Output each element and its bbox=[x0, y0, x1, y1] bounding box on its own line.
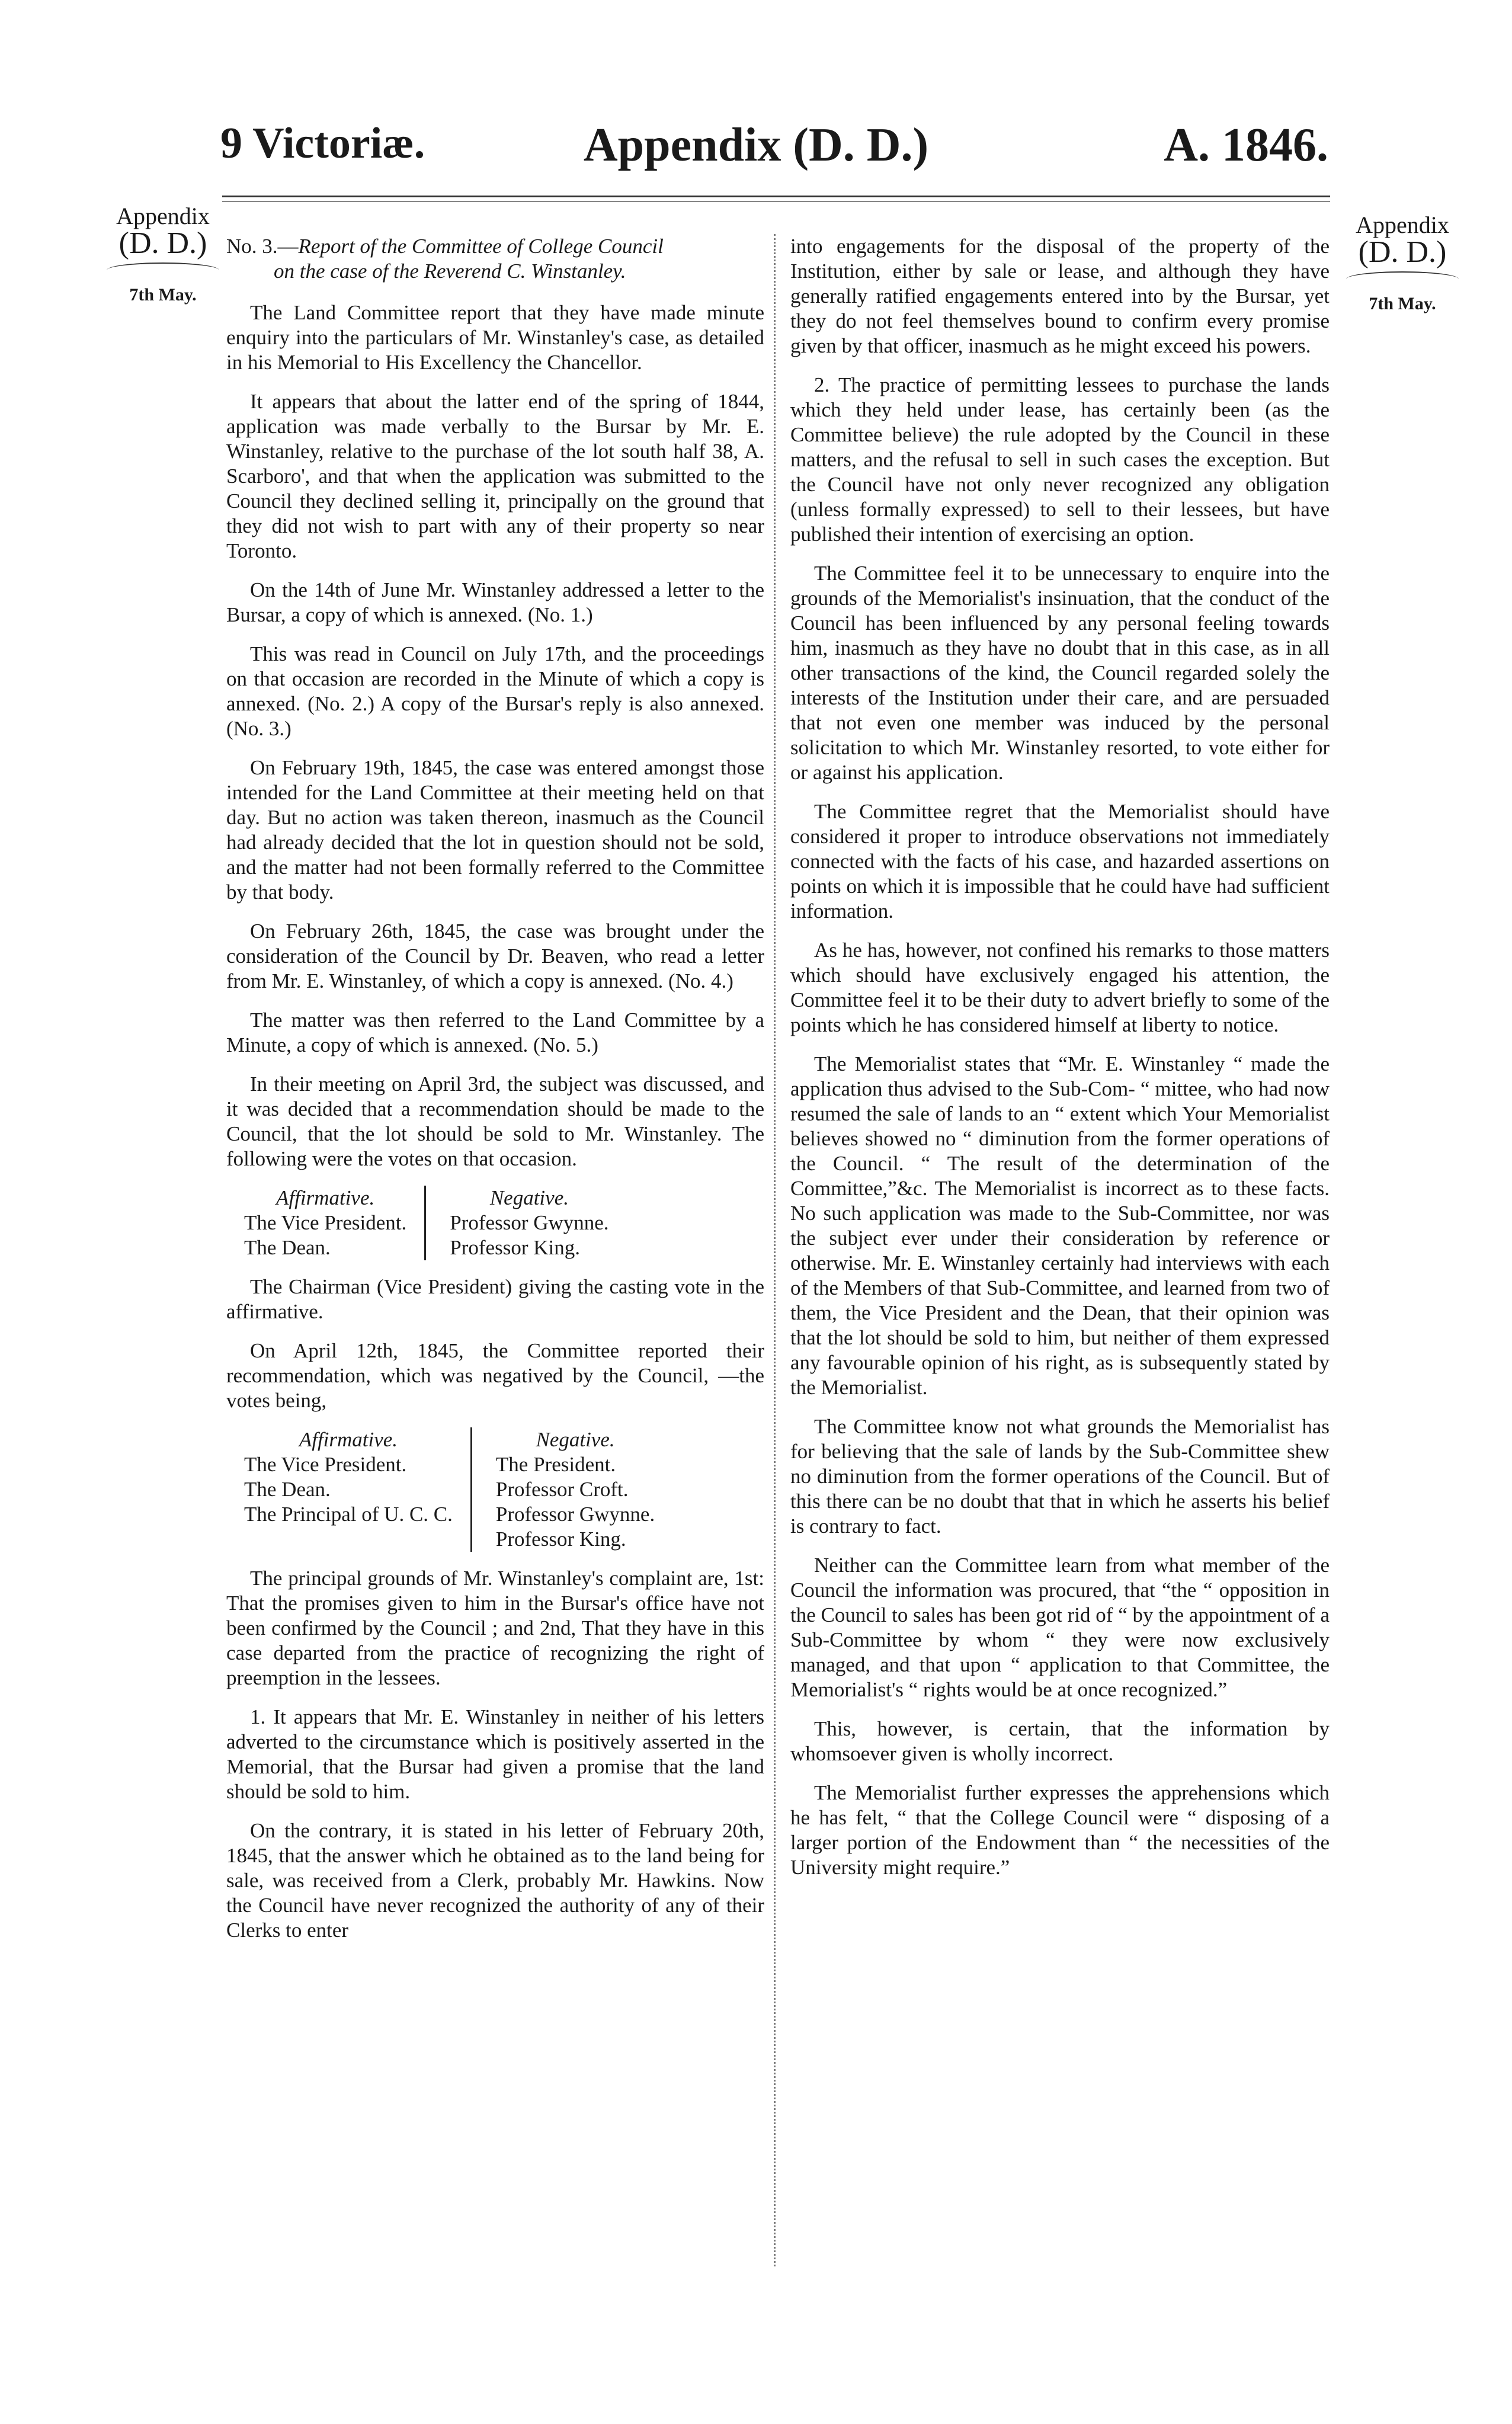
paragraph: This, however, is certain, that the information by whomsoever given is wholly incorrect. bbox=[790, 1717, 1330, 1765]
vote-entry: The Principal of U. C. C. bbox=[244, 1503, 453, 1526]
paragraph: On the 14th of June Mr. Winstanley addressed a letter to the Bursar, a copy of which is annexed. (No. 1.) bbox=[226, 578, 764, 626]
paragraph: The Memorialist further expresses the apprehensions which he has felt, “ that the College Council were “ disposing of a larger portion of the Endowment than “ the necessities of the University might require.” bbox=[790, 1781, 1330, 1879]
session-label: 9 Victoriæ. bbox=[220, 119, 425, 168]
paragraph: On February 26th, 1845, the case was brought under the consideration of the Council by Dr. Beaven, who read a letter from Mr. E. Winstanley, of which a copy is annexed. (No. 4.) bbox=[226, 920, 764, 992]
affirmative-heading: Affirmative. bbox=[299, 1428, 398, 1451]
paragraph: As he has, however, not confined his remarks to those matters which should have exclusively engaged his attention, the Committee feel it to be their duty to advert briefly to some of the points which he has considered himself at liberty to notice. bbox=[790, 939, 1330, 1036]
vote-entry: The Dean. bbox=[244, 1478, 331, 1501]
paragraph: into engagements for the disposal of the property of the Institution, either by sale or lease, and although they have generally ratified engagements entered into by the Bursar, yet they do not feel themselves bound to confirm every promise given by that officer, inasmuch as he might exceed his powers. bbox=[790, 235, 1330, 357]
negative-column bbox=[470, 1427, 672, 1552]
paragraph: 2. The practice of permitting lessees to purchase the lands which they held under lease, has certainly been (as the Committee believe) the rule adopted by the Council in these matters, and the refusal to sell in such cases the exception. But the Council have not only never recognized any obligation (unless formally expressed) to sell to their lessees, but have published their intention of exercising an option. bbox=[790, 373, 1330, 546]
brace-icon bbox=[107, 262, 219, 278]
vote-entry: Professor King. bbox=[495, 1528, 626, 1551]
paragraph: In their meeting on April 3rd, the subject was discussed, and it was decided that a recommendation should be made to the Council, that the lot should be sold to Mr. Winstanley. The following were the votes on that occasion. bbox=[226, 1072, 764, 1170]
paragraph: The principal grounds of Mr. Winstanley's complaint are, 1st: That the promises given to him in the Bursar's office have not been confirmed by the Council ; and 2nd, That they have in this case departed from the practice of recognizing the right of preemption in the lessees. bbox=[226, 1567, 764, 1689]
margin-note-left bbox=[101, 204, 225, 304]
right-column bbox=[790, 234, 1330, 1894]
margin-dd-label: (D. D.) bbox=[1358, 235, 1447, 269]
affirmative-column bbox=[244, 1186, 424, 1260]
paragraph: The Committee know not what grounds the Memorialist has for believing that the sale of lands by the Sub-Committee shew no diminution from the former operations of the Council. But of this there can be no doubt that that in which he asserts his belief is contrary to fact. bbox=[790, 1415, 1330, 1538]
report-number: No. 3.— bbox=[226, 235, 299, 258]
year-label: A. 1846. bbox=[1164, 119, 1328, 171]
negative-column bbox=[424, 1186, 626, 1260]
paragraph: On April 12th, 1845, the Committee reported their recommendation, which was negatived by the Council, —the votes being, bbox=[226, 1339, 764, 1412]
vote-entry: The Vice President. bbox=[244, 1453, 407, 1476]
vote-entry: The President. bbox=[495, 1453, 616, 1476]
report-title-line1: Report of the Committee of College Council bbox=[298, 235, 664, 258]
paragraph: This was read in Council on July 17th, and the proceedings on that occasion are recorded in the Minute of which a copy is annexed. (No. 2.) A copy of the Bursar's reply is also annexed. (No. 3.) bbox=[226, 642, 764, 740]
column-divider bbox=[774, 234, 776, 2266]
report-title-line2: on the case of the Reverend C. Winstanley. bbox=[274, 260, 626, 283]
negative-heading: Negative. bbox=[489, 1186, 569, 1209]
paragraph: 1. It appears that Mr. E. Winstanley in neither of his letters adverted to the circumstance which is positively asserted in the Memorial, that the Bursar had given a promise that the land should be sold to him. bbox=[226, 1705, 764, 1803]
vote-entry: Professor Croft. bbox=[495, 1478, 629, 1501]
appendix-title: Appendix (D. D.) bbox=[583, 119, 929, 171]
paragraph: On February 19th, 1845, the case was entered amongst those intended for the Land Committee at their meeting held on that day. But no action was taken thereon, inasmuch as the Council had already decided that the lot in question should not be sold, and the matter had not been formally referred to the Committee by that body. bbox=[226, 756, 764, 904]
affirmative-column bbox=[244, 1427, 470, 1552]
paragraph: The Committee regret that the Memorialist should have considered it proper to introduce observations not immediately connected with the facts of his case, and hazarded assertions on points on which it is impossible that he could have had sufficient information. bbox=[790, 800, 1330, 923]
report-title bbox=[226, 234, 764, 284]
margin-date-label: 7th May. bbox=[129, 285, 197, 305]
affirmative-heading: Affirmative. bbox=[276, 1186, 375, 1209]
paragraph: It appears that about the latter end of the spring of 1844, application was made verbally to the Bursar by Mr. E. Winstanley, relative to the purchase of the lot south half 38, A. Scarboro', and that when the application was submitted to the Council they declined selling it, principally on the ground that they did not wish to part with any of their property so near Toronto. bbox=[226, 390, 764, 562]
paragraph: Neither can the Committee learn from what member of the Council the information was procured, that “the “ opposition in the Council to sales has been got rid of “ by the appointment of a Sub-Committee by whom “ they were now exclusively managed, and that upon “ application to that Committee, the Memorialist's “ rights would be at once recognized.” bbox=[790, 1554, 1330, 1701]
paragraph: On the contrary, it is stated in his letter of February 20th, 1845, that the answer which he obtained as to the land being for sale, was received from a Clerk, probably Mr. Hawkins. Now the Council have never recognized the authority of any of their Clerks to enter bbox=[226, 1819, 764, 1942]
vote-entry: The Vice President. bbox=[244, 1211, 407, 1234]
vote-table-1 bbox=[244, 1186, 764, 1260]
left-column bbox=[226, 234, 764, 1957]
negative-heading: Negative. bbox=[536, 1428, 615, 1451]
vote-entry: Professor King. bbox=[450, 1236, 580, 1259]
page-header bbox=[0, 119, 1512, 184]
margin-dd-label: (D. D.) bbox=[118, 226, 207, 260]
vote-entry: Professor Gwynne. bbox=[495, 1503, 655, 1526]
margin-note-right bbox=[1340, 213, 1465, 313]
margin-appendix-label: Appendix bbox=[116, 203, 210, 229]
paragraph: The Memorialist states that “Mr. E. Winstanley “ made the application thus advised to the Sub-Com- “ mittee, who had now resumed the sale of lands to an “ extent which Your Memorialist believes showed no “ diminution from the former operations of the Council. “ The result of the determination of the Committee,”&c. The Memorialist is incorrect as to these facts. No such application was made to the Sub-Committee, nor was the subject ever under their consideration by reference or otherwise. Mr. E. Winstanley certainly had interviews with each of the Members of that Sub-Committee, and learned from two of them, the Vice President and the Dean, that their opinion was that the lot should be sold to him, but neither of them expressed any favourable opinion of his right, as is subsequently stated by the Memorialist. bbox=[790, 1052, 1330, 1399]
paragraph: The Land Committee report that they have made minute enquiry into the particulars of Mr. Winstanley's case, as detailed in his Memorial to His Excellency the Chancellor. bbox=[226, 301, 764, 374]
vote-entry: Professor Gwynne. bbox=[450, 1211, 609, 1234]
margin-appendix-label: Appendix bbox=[1356, 212, 1449, 238]
vote-table-2 bbox=[244, 1427, 764, 1552]
paragraph: The Committee feel it to be unnecessary to enquire into the grounds of the Memorialist's insinuation, that the conduct of the Council has been influenced by any personal feeling towards him, inasmuch as they have no doubt that in this case, as in all other transactions of the kind, the Council regarded solely the interests of the Institution under their care, and are persuaded that not even one member was induced by the personal solicitation to which Mr. Winstanley resorted, to vote either for or against his application. bbox=[790, 562, 1330, 784]
paragraph: The matter was then referred to the Land Committee by a Minute, a copy of which is annexed. (No. 5.) bbox=[226, 1008, 764, 1056]
header-rule bbox=[222, 196, 1330, 202]
vote-entry: The Dean. bbox=[244, 1236, 331, 1259]
paragraph: The Chairman (Vice President) giving the casting vote in the affirmative. bbox=[226, 1275, 764, 1323]
margin-date-label: 7th May. bbox=[1369, 294, 1436, 313]
brace-icon bbox=[1346, 271, 1459, 287]
